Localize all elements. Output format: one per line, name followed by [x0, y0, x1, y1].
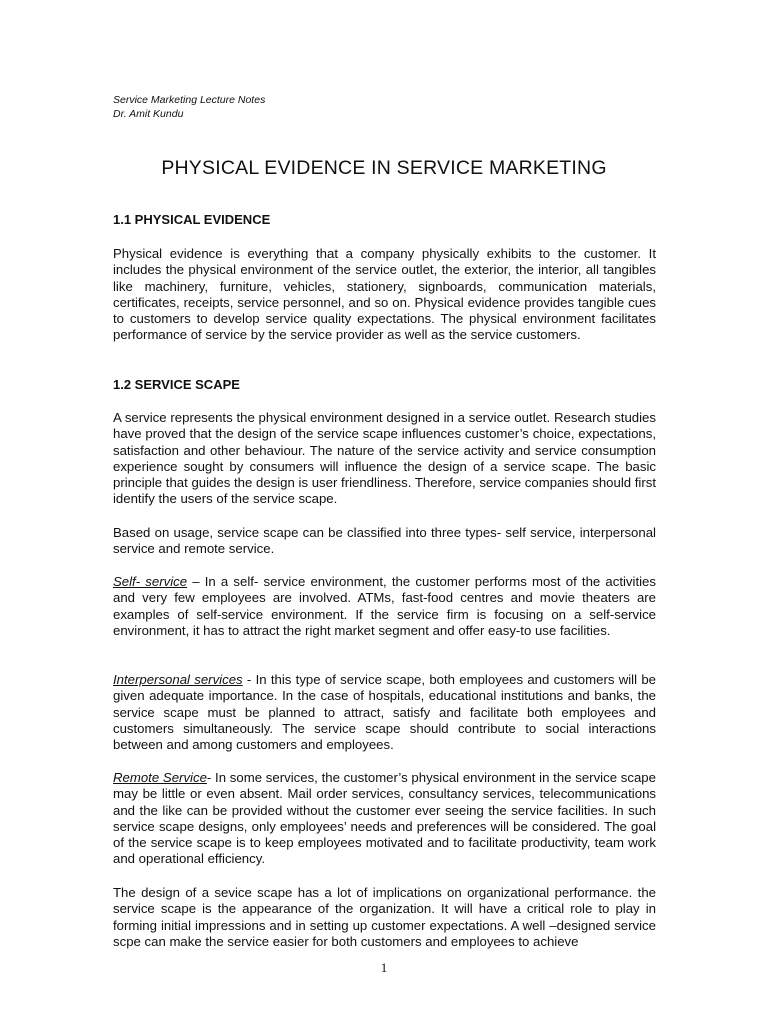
term-remote-service: Remote Service — [113, 770, 207, 785]
term-interpersonal-services: Interpersonal services — [113, 672, 243, 687]
section-heading-service-scape: 1.2 SERVICE SCAPE — [113, 377, 240, 392]
paragraph-remote-service — [113, 770, 656, 868]
term-self-service: Self- service — [113, 574, 188, 589]
text-self-service: – In a self- service environment, the customer performs most of the activities and very few employees are involved. ATMs, fast-food centres and movie theaters are examples of self-service environment. If the service firm is focusing on a self-service environment, it has to attract the right market segment and offer easy-to use facilities. — [113, 574, 656, 638]
paragraph-service-scape-types: Based on usage, service scape can be classified into three types- self service, interpersonal service and remote service. — [113, 525, 656, 557]
text-remote-service: - In some services, the customer’s physical environment in the service scape may be little or even absent. Mail order services, consultancy services, telecommunications and the like can be provided without the customer ever seeing the service facilities. In such service scape designs, only employees’ needs and preferences will be considered. The goal of the service scape is to keep employees motivated and to facilitate productivity, team work and operational efficiency. — [113, 770, 656, 867]
paragraph-interpersonal-services — [113, 672, 656, 753]
paragraph-closing: The design of a sevice scape has a lot of implications on organizational performance. the service scape is the appearance of the organization. It will have a critical role to play in forming initial impressions and in setting up customer expectations. A well –designed service scpe can make the service easier for both customers and employees to achieve — [113, 885, 656, 949]
header-course: Service Marketing Lecture Notes — [113, 94, 266, 106]
text-interpersonal-services: - In this type of service scape, both employees and customers will be given adequate importance. In the case of hospitals, educational institutions and banks, the service scape must be planned to attract, satisfy and facilitate both employees and customers simultaneously. The service scape should contribute to social interactions between and among customers and employees. — [113, 672, 656, 753]
paragraph-physical-evidence: Physical evidence is everything that a company physically exhibits to the customer. It includes the physical environment of the service outlet, the exterior, the interior, all tangibles like machinery, furniture, vehicles, stationery, signboards, communication materials, certificates, receipts, service personnel, and so on. Physical evidence provides tangible cues to customers to develop service quality expectations. The physical environment facilitates performance of service by the service provider as well as the service customers. — [113, 246, 656, 343]
paragraph-service-scape-intro: A service represents the physical environment designed in a service outlet. Research studies have proved that the design of the service scape influences customer’s choice, expectations, satisfaction and other behaviour. The nature of the service activity and service consumption experience sought by consumers will influence the design of a service scape. The basic principle that guides the design is user friendliness. Therefore, service companies should first identify the users of the service scape. — [113, 410, 656, 507]
running-header — [113, 93, 265, 121]
paragraph-self-service — [113, 574, 656, 639]
section-heading-physical-evidence: 1.1 PHYSICAL EVIDENCE — [113, 212, 271, 227]
header-author: Dr. Amit Kundu — [113, 108, 184, 120]
page-number: 1 — [380, 960, 388, 975]
document-title: PHYSICAL EVIDENCE IN SERVICE MARKETING — [161, 157, 607, 179]
